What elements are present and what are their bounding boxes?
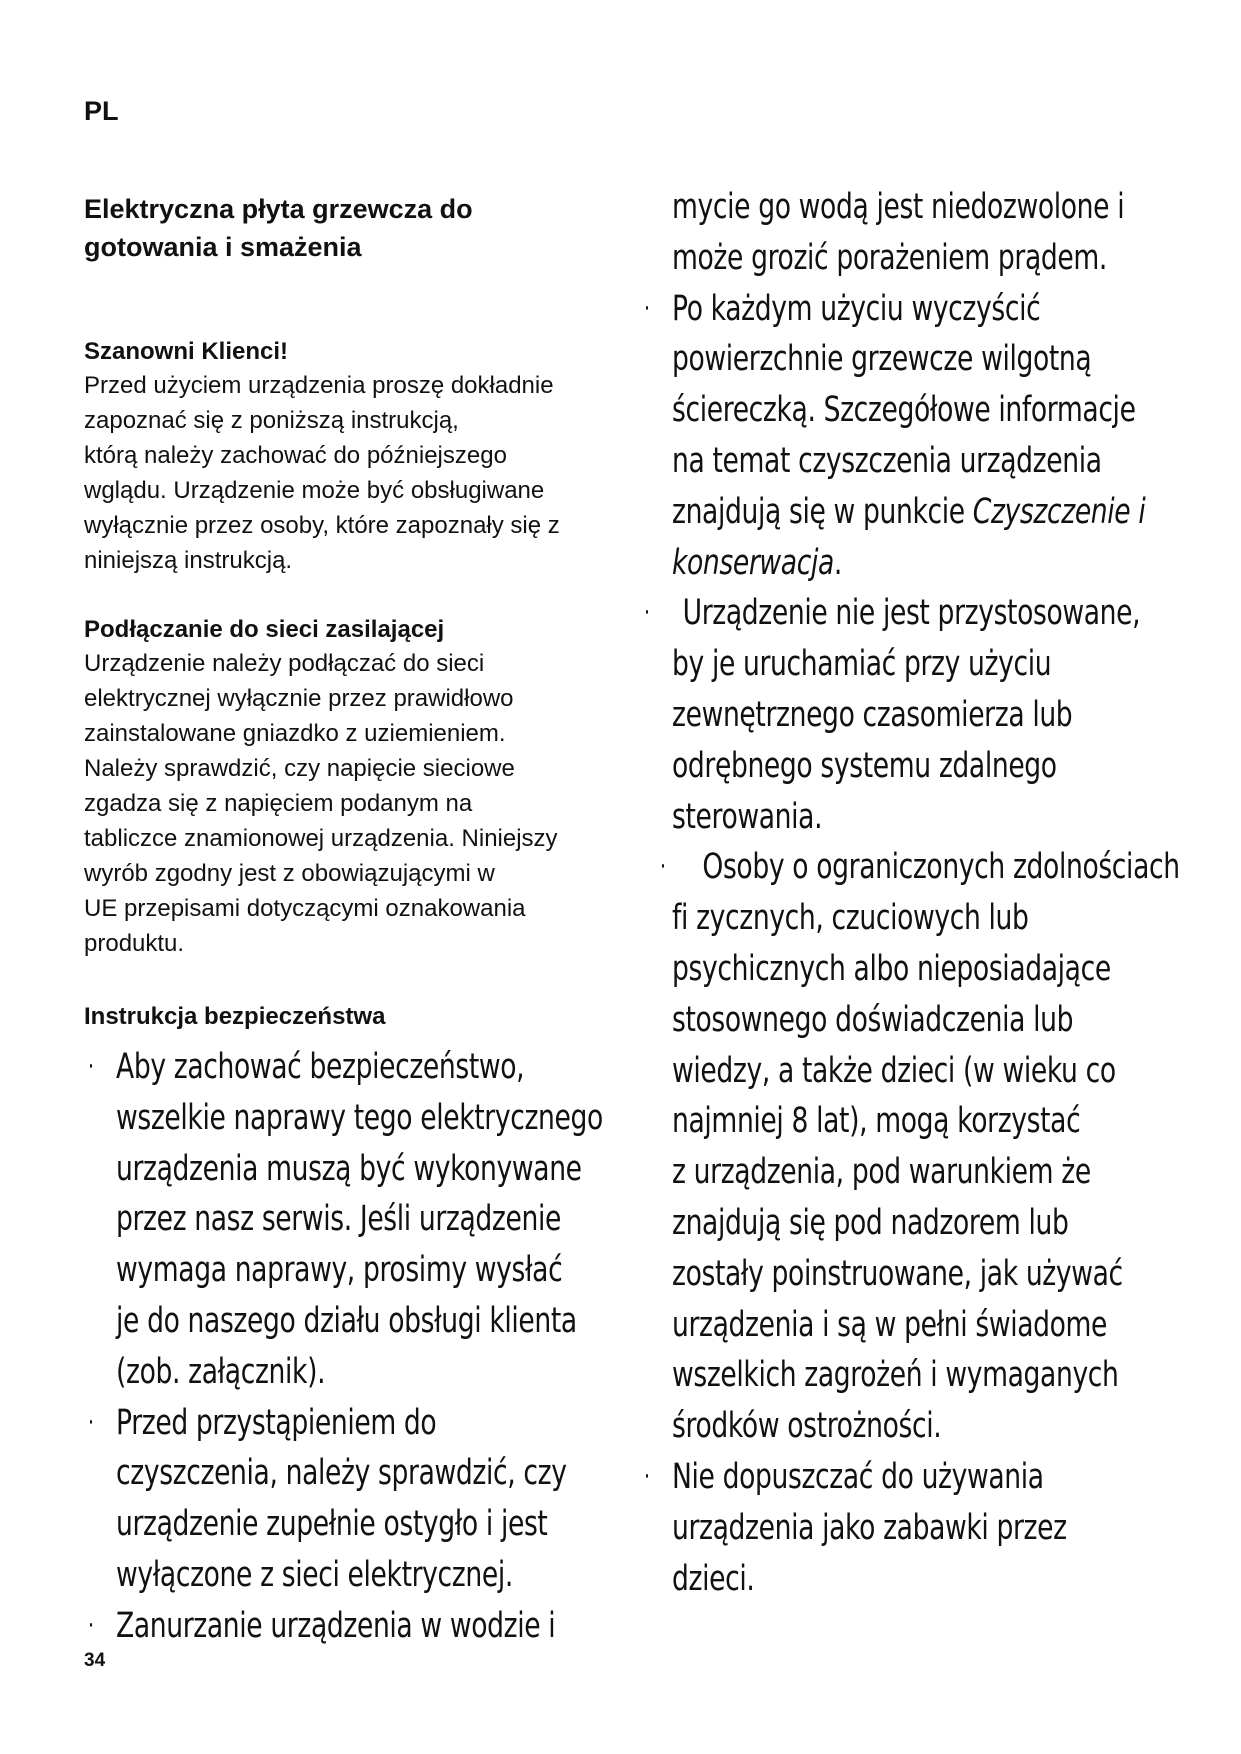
language-code: PL bbox=[84, 96, 119, 126]
safety-line: z urządzenia, pod warunkiem że bbox=[672, 1152, 1091, 1193]
safety-line: (zob. załącznik). bbox=[116, 1351, 326, 1392]
text-line: produktu. bbox=[84, 930, 185, 957]
bullet-marker: · bbox=[643, 598, 650, 629]
safety-line: · Urządzenie nie jest przystosowane, bbox=[672, 588, 1180, 639]
text-line: wyłącznie przez osoby, które zapoznały się z bbox=[84, 512, 560, 539]
text-line: zainstalowane gniazdko z uziemieniem. bbox=[84, 720, 506, 747]
safety-line: może grozić porażeniem prądem. bbox=[672, 237, 1107, 278]
safety-line: by je uruchamiać przy użyciu bbox=[672, 644, 1052, 685]
text-line: zapoznać się z poniższą instrukcją, bbox=[84, 407, 459, 434]
safety-line: wymaga naprawy, prosimy wysłać bbox=[116, 1250, 563, 1291]
power-text bbox=[84, 646, 624, 961]
greeting-text bbox=[84, 368, 624, 578]
title-line: Elektryczna płyta grzewcza do bbox=[84, 194, 473, 224]
section-reference: konserwacja bbox=[672, 542, 834, 583]
safety-line: · Przed przystąpieniem do bbox=[116, 1398, 603, 1449]
safety-line: urządzenia muszą być wykonywane bbox=[116, 1148, 582, 1189]
safety-line: urządzenia i są w pełni świadome bbox=[672, 1304, 1108, 1345]
safety-line: · Nie dopuszczać do używania bbox=[672, 1452, 1180, 1503]
safety-line: ściereczką. Szczegółowe informacje bbox=[672, 390, 1136, 431]
safety-line: wyłączone z sieci elektrycznej. bbox=[116, 1554, 513, 1595]
safety-line: zewnętrznego czasomierza lub bbox=[672, 694, 1073, 735]
bullet-marker: · bbox=[87, 1407, 94, 1438]
safety-line: urządzenia jako zabawki przez bbox=[672, 1507, 1067, 1548]
text-line: wglądu. Urządzenie może być obsługiwane bbox=[84, 477, 545, 504]
safety-line: znajdują się w punkcie Czyszczenie i bbox=[672, 491, 1146, 532]
power-section bbox=[84, 614, 624, 961]
safety-line: zostały poinstruowane, jak używać bbox=[672, 1253, 1123, 1294]
bullet-marker: · bbox=[87, 1052, 94, 1082]
safety-line: dzieci. bbox=[672, 1558, 755, 1599]
safety-line: · Zanurzanie urządzenia w wodzie i bbox=[116, 1601, 603, 1652]
safety-line: odrębnego systemu zdalnego bbox=[672, 745, 1057, 786]
greeting-section bbox=[84, 336, 624, 578]
bullet-marker: · bbox=[643, 293, 650, 324]
safety-line: konserwacja. bbox=[672, 542, 842, 583]
safety-line: · Po każdym użyciu wyczyścić bbox=[672, 284, 1180, 335]
safety-line: wszelkich zagrożeń i wymaganych bbox=[672, 1355, 1119, 1396]
safety-line: czyszczenia, należy sprawdzić, czy bbox=[116, 1453, 567, 1494]
safety-line: najmniej 8 lat), mogą korzystać bbox=[672, 1101, 1081, 1142]
safety-line: powierzchnie grzewcze wilgotną bbox=[672, 339, 1092, 380]
text-line: którą należy zachować do późniejszego bbox=[84, 442, 507, 469]
safety-line: · Osoby o ograniczonych zdolnościach bbox=[672, 842, 1180, 893]
safety-line: urządzenie zupełnie ostygło i jest bbox=[116, 1504, 548, 1545]
text-line: tabliczce znamionowej urządzenia. Niniejszy bbox=[84, 825, 558, 852]
page-title bbox=[84, 190, 564, 266]
safety-line: wszelkie naprawy tego elektrycznego bbox=[116, 1097, 603, 1138]
safety-line: · Aby zachować bezpieczeństwo, bbox=[116, 1042, 603, 1093]
safety-line: wiedzy, a także dzieci (w wieku co bbox=[672, 1050, 1116, 1091]
safety-line: sterowania. bbox=[672, 796, 823, 837]
text-line: wyrób zgodny jest z obowiązującymi w bbox=[84, 860, 495, 887]
text-line: UE przepisami dotyczącymi oznakowania bbox=[84, 895, 526, 922]
safety-line: mycie go wodą jest niedozwolone i bbox=[672, 187, 1125, 227]
safety-left-column bbox=[87, 1042, 603, 1652]
bullet-marker: · bbox=[87, 1610, 94, 1641]
section-reference: Czyszczenie i bbox=[972, 491, 1146, 532]
greeting-heading: Szanowni Klienci! bbox=[84, 338, 289, 365]
text-line: Przed użyciem urządzenia proszę dokładnie bbox=[84, 372, 554, 399]
bullet-marker: · bbox=[659, 852, 666, 883]
safety-line: przez nasz serwis. Jeśli urządzenie bbox=[116, 1199, 561, 1240]
safety-line: fi zycznych, czuciowych lub bbox=[672, 898, 1029, 939]
text-line: zgadza się z napięciem podanym na bbox=[84, 790, 473, 817]
safety-line: środków ostrożności. bbox=[672, 1406, 942, 1447]
page-number: 34 bbox=[84, 1650, 106, 1671]
text-line: elektrycznej wyłącznie przez prawidłowo bbox=[84, 685, 514, 712]
text-line: niniejszą instrukcją. bbox=[84, 547, 293, 574]
safety-line: stosownego doświadczenia lub bbox=[672, 999, 1074, 1040]
safety-line: na temat czyszczenia urządzenia bbox=[672, 440, 1102, 481]
text-line: Należy sprawdzić, czy napięcie sieciowe bbox=[84, 755, 515, 782]
safety-heading: Instrukcja bezpieczeństwa bbox=[84, 1003, 386, 1030]
title-line: gotowania i smażenia bbox=[84, 232, 362, 262]
power-heading: Podłączanie do sieci zasilającej bbox=[84, 616, 445, 643]
safety-line: psychicznych albo nieposiadające bbox=[672, 948, 1111, 989]
bullet-marker: · bbox=[643, 1461, 650, 1492]
safety-line: znajdują się pod nadzorem lub bbox=[672, 1202, 1069, 1243]
safety-right-column bbox=[643, 182, 1180, 1604]
safety-line: je do naszego działu obsługi klienta bbox=[116, 1300, 577, 1341]
text-line: Urządzenie należy podłączać do sieci bbox=[84, 650, 485, 677]
